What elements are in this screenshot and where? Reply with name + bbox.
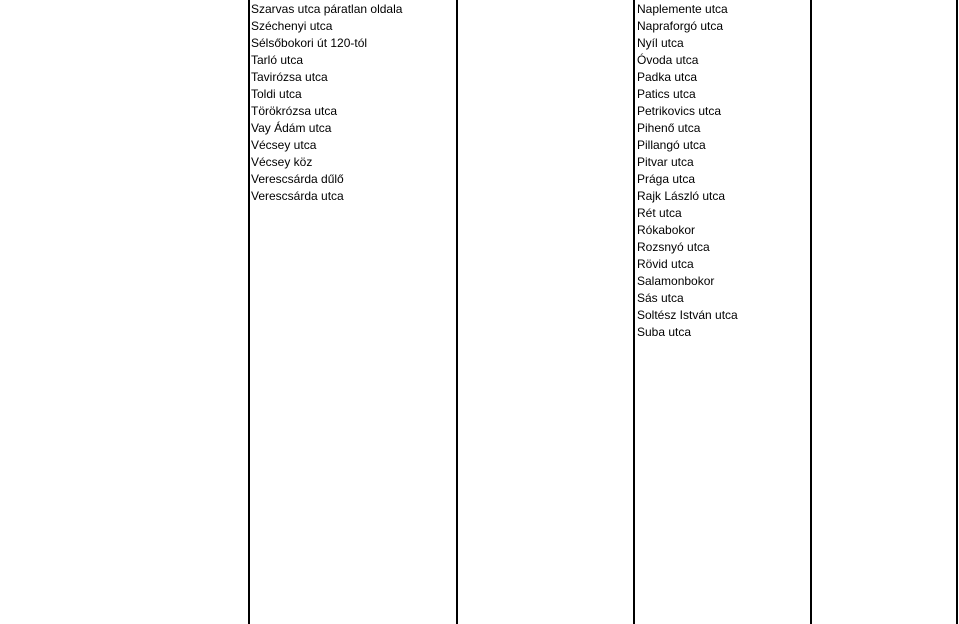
table-row — [0, 239, 959, 256]
table-row — [0, 290, 959, 307]
table-row — [0, 256, 959, 273]
street-cell: Verescsárda utca — [251, 189, 344, 203]
street-cell: Verescsárda dűlő — [251, 172, 344, 186]
street-cell: Vay Ádám utca — [251, 121, 332, 135]
street-cell: Széchenyi utca — [251, 19, 333, 33]
street-cell: Törökrózsa utca — [251, 104, 338, 118]
table-row — [0, 103, 959, 120]
street-cell: Tarló utca — [251, 53, 304, 67]
table-row — [0, 69, 959, 86]
street-cell: Rövid utca — [637, 257, 694, 271]
table-row — [0, 307, 959, 324]
street-cell: Pihenő utca — [637, 121, 701, 135]
street-cell: Rozsnyó utca — [637, 240, 710, 254]
street-cell: Suba utca — [637, 325, 692, 339]
street-cell: Salamonbokor — [637, 274, 715, 288]
table-row — [0, 273, 959, 290]
street-cell: Rét utca — [637, 206, 682, 220]
street-cell: Naplemente utca — [637, 2, 728, 16]
table-row — [0, 222, 959, 239]
street-cell: Sélsőbokori út 120-tól — [251, 36, 368, 50]
street-cell: Pillangó utca — [637, 138, 706, 152]
table-row — [0, 120, 959, 137]
street-cell: Patics utca — [637, 87, 696, 101]
table-row — [0, 35, 959, 52]
table-row — [0, 52, 959, 69]
street-cell: Rókabokor — [637, 223, 696, 237]
table-row — [0, 18, 959, 35]
street-cell: Rajk László utca — [637, 189, 726, 203]
street-cell: Padka utca — [637, 70, 698, 84]
street-cell: Óvoda utca — [637, 53, 699, 67]
table-row — [0, 188, 959, 205]
street-cell: Petrikovics utca — [637, 104, 722, 118]
street-cell: Pitvar utca — [637, 155, 694, 169]
street-cell: Szarvas utca páratlan oldala — [251, 2, 403, 16]
street-cell: Vécsey utca — [251, 138, 317, 152]
table-row — [0, 205, 959, 222]
table-row — [0, 86, 959, 103]
table-row — [0, 324, 959, 341]
street-cell: Toldi utca — [251, 87, 302, 101]
street-cell: Nyíl utca — [637, 36, 684, 50]
street-cell: Napraforgó utca — [637, 19, 724, 33]
street-cell: Soltész István utca — [637, 308, 738, 322]
table-row — [0, 171, 959, 188]
table-row — [0, 1, 959, 18]
table-row — [0, 154, 959, 171]
table-row — [0, 137, 959, 154]
street-cell: Tavirózsa utca — [251, 70, 328, 84]
street-cell: Vécsey köz — [251, 155, 313, 169]
street-cell: Sás utca — [637, 291, 684, 305]
street-cell: Prága utca — [637, 172, 696, 186]
